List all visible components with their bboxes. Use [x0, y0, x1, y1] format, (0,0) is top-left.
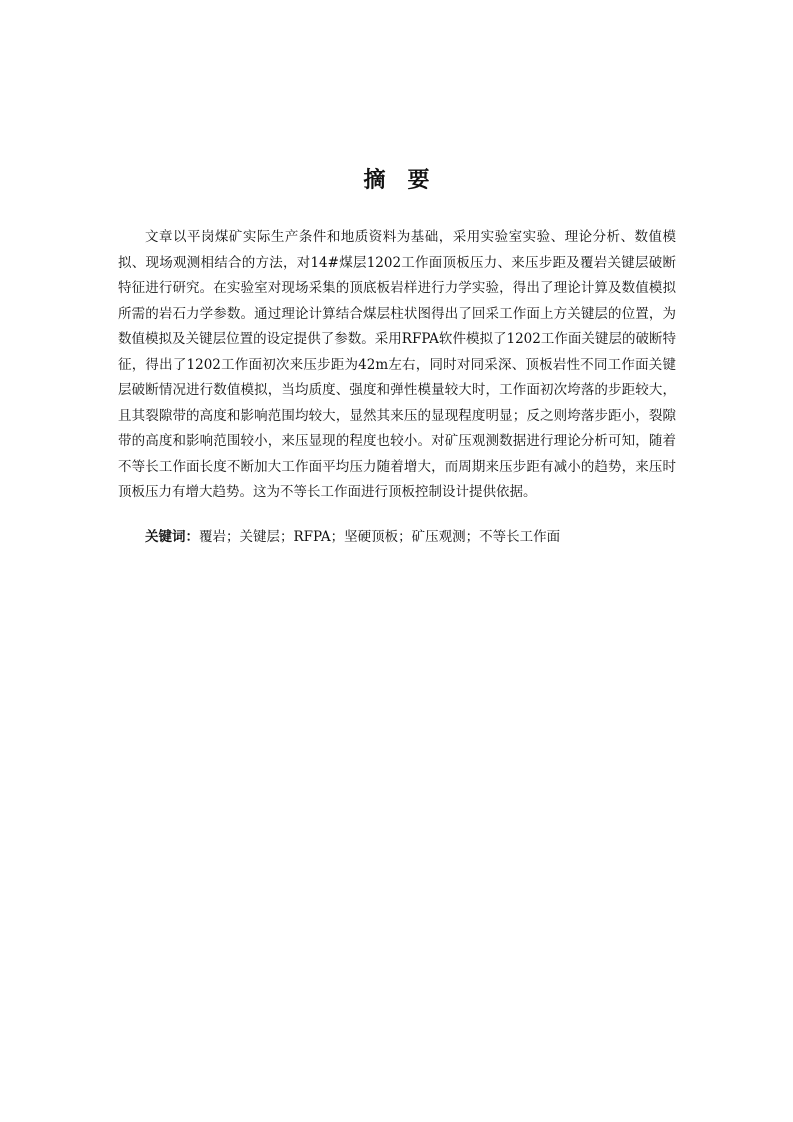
keywords-label: 关键词： [145, 529, 199, 545]
title-char-1: 摘 [363, 168, 386, 193]
keywords-line [145, 525, 675, 549]
keywords-list: 覆岩；关键层；RFPA；坚硬顶板；矿压观测；不等长工作面 [199, 529, 561, 545]
page-title [0, 165, 793, 197]
abstract-paragraph: 文章以平岗煤矿实际生产条件和地质资料为基础，采用实验室实验、理论分析、数值模拟、现场观测相结合的方法，对14#煤层1202工作面顶板压力、来压步距及覆岩关键层破断特征进行研究。在实验室对现场采集的顶底板岩样进行力学实验，得出了理论计算及数值模拟所需的岩石力学参数。通过理论计算结合煤层柱状图得出了回采工作面上方关键层的位置，为数值模拟及关键层位置的设定提供了参数。采用RFPA软件模拟了1202工作面关键层的破断特征，得出了1202工作面初次来压步距为42m左右，同时对同采深、顶板岩性不同工作面关键层破断情况进行数值模拟，当均质度、强度和弹性模量较大时，工作面初次垮落的步距较大，且其裂隙带的高度和影响范围均较大，显然其来压的显现程度明显；反之则垮落步距小，裂隙带的高度和影响范围较小，来压显现的程度也较小。对矿压观测数据进行理论分析可知，随着不等长工作面长度不断加大工作面平均压力随着增大，而周期来压步距有减小的趋势，来压时顶板压力有增大趋势。这为不等长工作面进行顶板控制设计提供依据。 [118, 229, 676, 500]
title-char-2: 要 [407, 168, 430, 193]
